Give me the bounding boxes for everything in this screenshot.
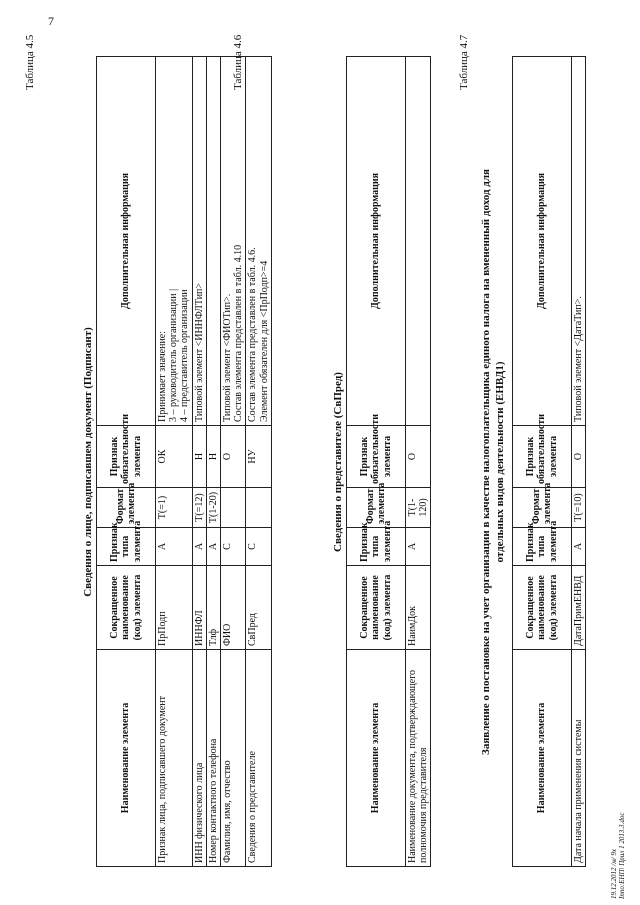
header-name: Наименование элемента	[513, 650, 572, 867]
cell-required: Н	[192, 426, 206, 488]
info-line: 3 – руководитель организации |	[168, 288, 180, 422]
header-abbr: Сокращенное наименование (код) элемента	[347, 566, 406, 650]
cell-info	[572, 57, 586, 426]
cell-name: Наименование документа, подтверждающего полномочия представителя	[406, 650, 431, 867]
table-row	[156, 57, 193, 867]
cell-abbr: Тлф	[206, 566, 220, 650]
cell-format: Т(1-20)	[206, 488, 220, 528]
info-line: Элемент обязателен для <ПрПодп>=4	[258, 260, 270, 422]
header-name: Наименование элемента	[347, 650, 406, 867]
cell-abbr: СвПред	[246, 566, 271, 650]
header-type: Признак типа элемента	[513, 528, 572, 566]
cell-required: ОК	[156, 426, 193, 488]
table-header-row	[347, 57, 406, 867]
cell-info	[206, 57, 220, 426]
cell-info	[406, 57, 431, 426]
info-line: Типовой элемент <ДатаТип>.	[573, 296, 584, 422]
info-line: Состав элемента представлен в табл. 4.6.	[247, 247, 259, 422]
cell-type: С	[246, 528, 271, 566]
cell-required: О	[406, 426, 431, 488]
header-type: Признак типа элемента	[347, 528, 406, 566]
cell-required: О	[220, 426, 245, 488]
cell-name: ИНН физического лица	[192, 650, 206, 867]
page-number: 7	[48, 14, 54, 28]
cell-info	[246, 57, 271, 426]
cell-format: Т(=1)	[156, 488, 193, 528]
header-info: Дополнительная информация	[97, 57, 156, 426]
cell-abbr: ПрПодп	[156, 566, 193, 650]
table-4-6-title: Сведения о представителе (СвПред)	[332, 372, 344, 552]
table-row	[220, 57, 245, 867]
cell-format	[220, 488, 245, 528]
table-4-7-label: Таблица 4.7	[458, 34, 470, 90]
cell-format: Т(1-120)	[406, 488, 431, 528]
cell-type: С	[220, 528, 245, 566]
cell-type: А	[206, 528, 220, 566]
table-row	[406, 57, 431, 867]
table-4-7	[512, 56, 586, 867]
footer-line-2: Іnпо:ЕНП\ Прил 1 2013.3.doc	[618, 812, 627, 899]
cell-info	[220, 57, 245, 426]
header-info: Дополнительная информация	[347, 57, 406, 426]
header-info: Дополнительная информация	[513, 57, 572, 426]
cell-type: А	[192, 528, 206, 566]
info-line: 4 – представитель организации	[179, 289, 191, 422]
header-abbr: Сокращенное наименование (код) элемента	[513, 566, 572, 650]
table-row	[572, 57, 586, 867]
cell-required: Н	[206, 426, 220, 488]
table-4-6-label: Таблица 4.6	[232, 34, 244, 90]
cell-name: Сведения о представителе	[246, 650, 271, 867]
footer-line-1: 19.12.2012 /м/ 9х	[610, 849, 618, 899]
cell-required: О	[572, 426, 586, 488]
info-line: Принимает значение:	[157, 330, 168, 422]
table-row	[246, 57, 271, 867]
cell-name: Номер контактного телефона	[206, 650, 220, 867]
cell-format: Т(=10)	[572, 488, 586, 528]
table-header-row	[97, 57, 156, 867]
header-required: Признак обязательности элемента	[513, 426, 572, 488]
header-type: Признак типа элемента	[97, 528, 156, 566]
table-row	[206, 57, 220, 867]
table-4-5-title: Сведения о лице, подписавшем документ (Подписант)	[82, 327, 94, 597]
cell-type: А	[572, 528, 586, 566]
header-abbr: Сокращенное наименование (код) элемента	[97, 566, 156, 650]
cell-required: НУ	[246, 426, 271, 488]
cell-name: Фамилия, имя, отчество	[220, 650, 245, 867]
header-format: Формат элемента	[347, 488, 406, 528]
table-4-7-title-line-1: Заявление о постановке на учет организации в качестве налогоплательщика единого налога на вмененный доход для	[480, 169, 492, 755]
cell-abbr: НаимДок	[406, 566, 431, 650]
header-format: Формат элемента	[97, 488, 156, 528]
table-4-6	[346, 56, 431, 867]
cell-type: А	[406, 528, 431, 566]
header-required: Признак обязательности элемента	[347, 426, 406, 488]
cell-type: А	[156, 528, 193, 566]
cell-format	[246, 488, 271, 528]
table-row	[192, 57, 206, 867]
cell-name: Дата начала применения системы	[572, 650, 586, 867]
info-line: Состав элемента представлен в табл. 4.10	[233, 244, 245, 422]
cell-info	[156, 57, 193, 426]
header-format: Формат элемента	[513, 488, 572, 528]
table-4-5-label: Таблица 4.5	[24, 34, 36, 90]
table-4-5	[96, 56, 272, 867]
header-name: Наименование элемента	[97, 650, 156, 867]
cell-abbr: ДатаПримЕНВД	[572, 566, 586, 650]
table-4-7-title-line-2: отдельных видов деятельности (ЕНВД1)	[494, 361, 506, 563]
cell-abbr: ИННФЛ	[192, 566, 206, 650]
cell-format: Т(=12)	[192, 488, 206, 528]
cell-name: Признак лица, подписавшего документ	[156, 650, 193, 867]
info-line: Типовой элемент <ИННФЛТип>	[193, 282, 205, 422]
file-footer	[610, 813, 627, 899]
cell-abbr: ФИО	[220, 566, 245, 650]
table-header-row	[513, 57, 572, 867]
header-required: Признак обязательности элемента	[97, 426, 156, 488]
info-line: Типовой элемент <ФИОТип>.	[221, 293, 233, 422]
cell-info	[192, 57, 206, 426]
